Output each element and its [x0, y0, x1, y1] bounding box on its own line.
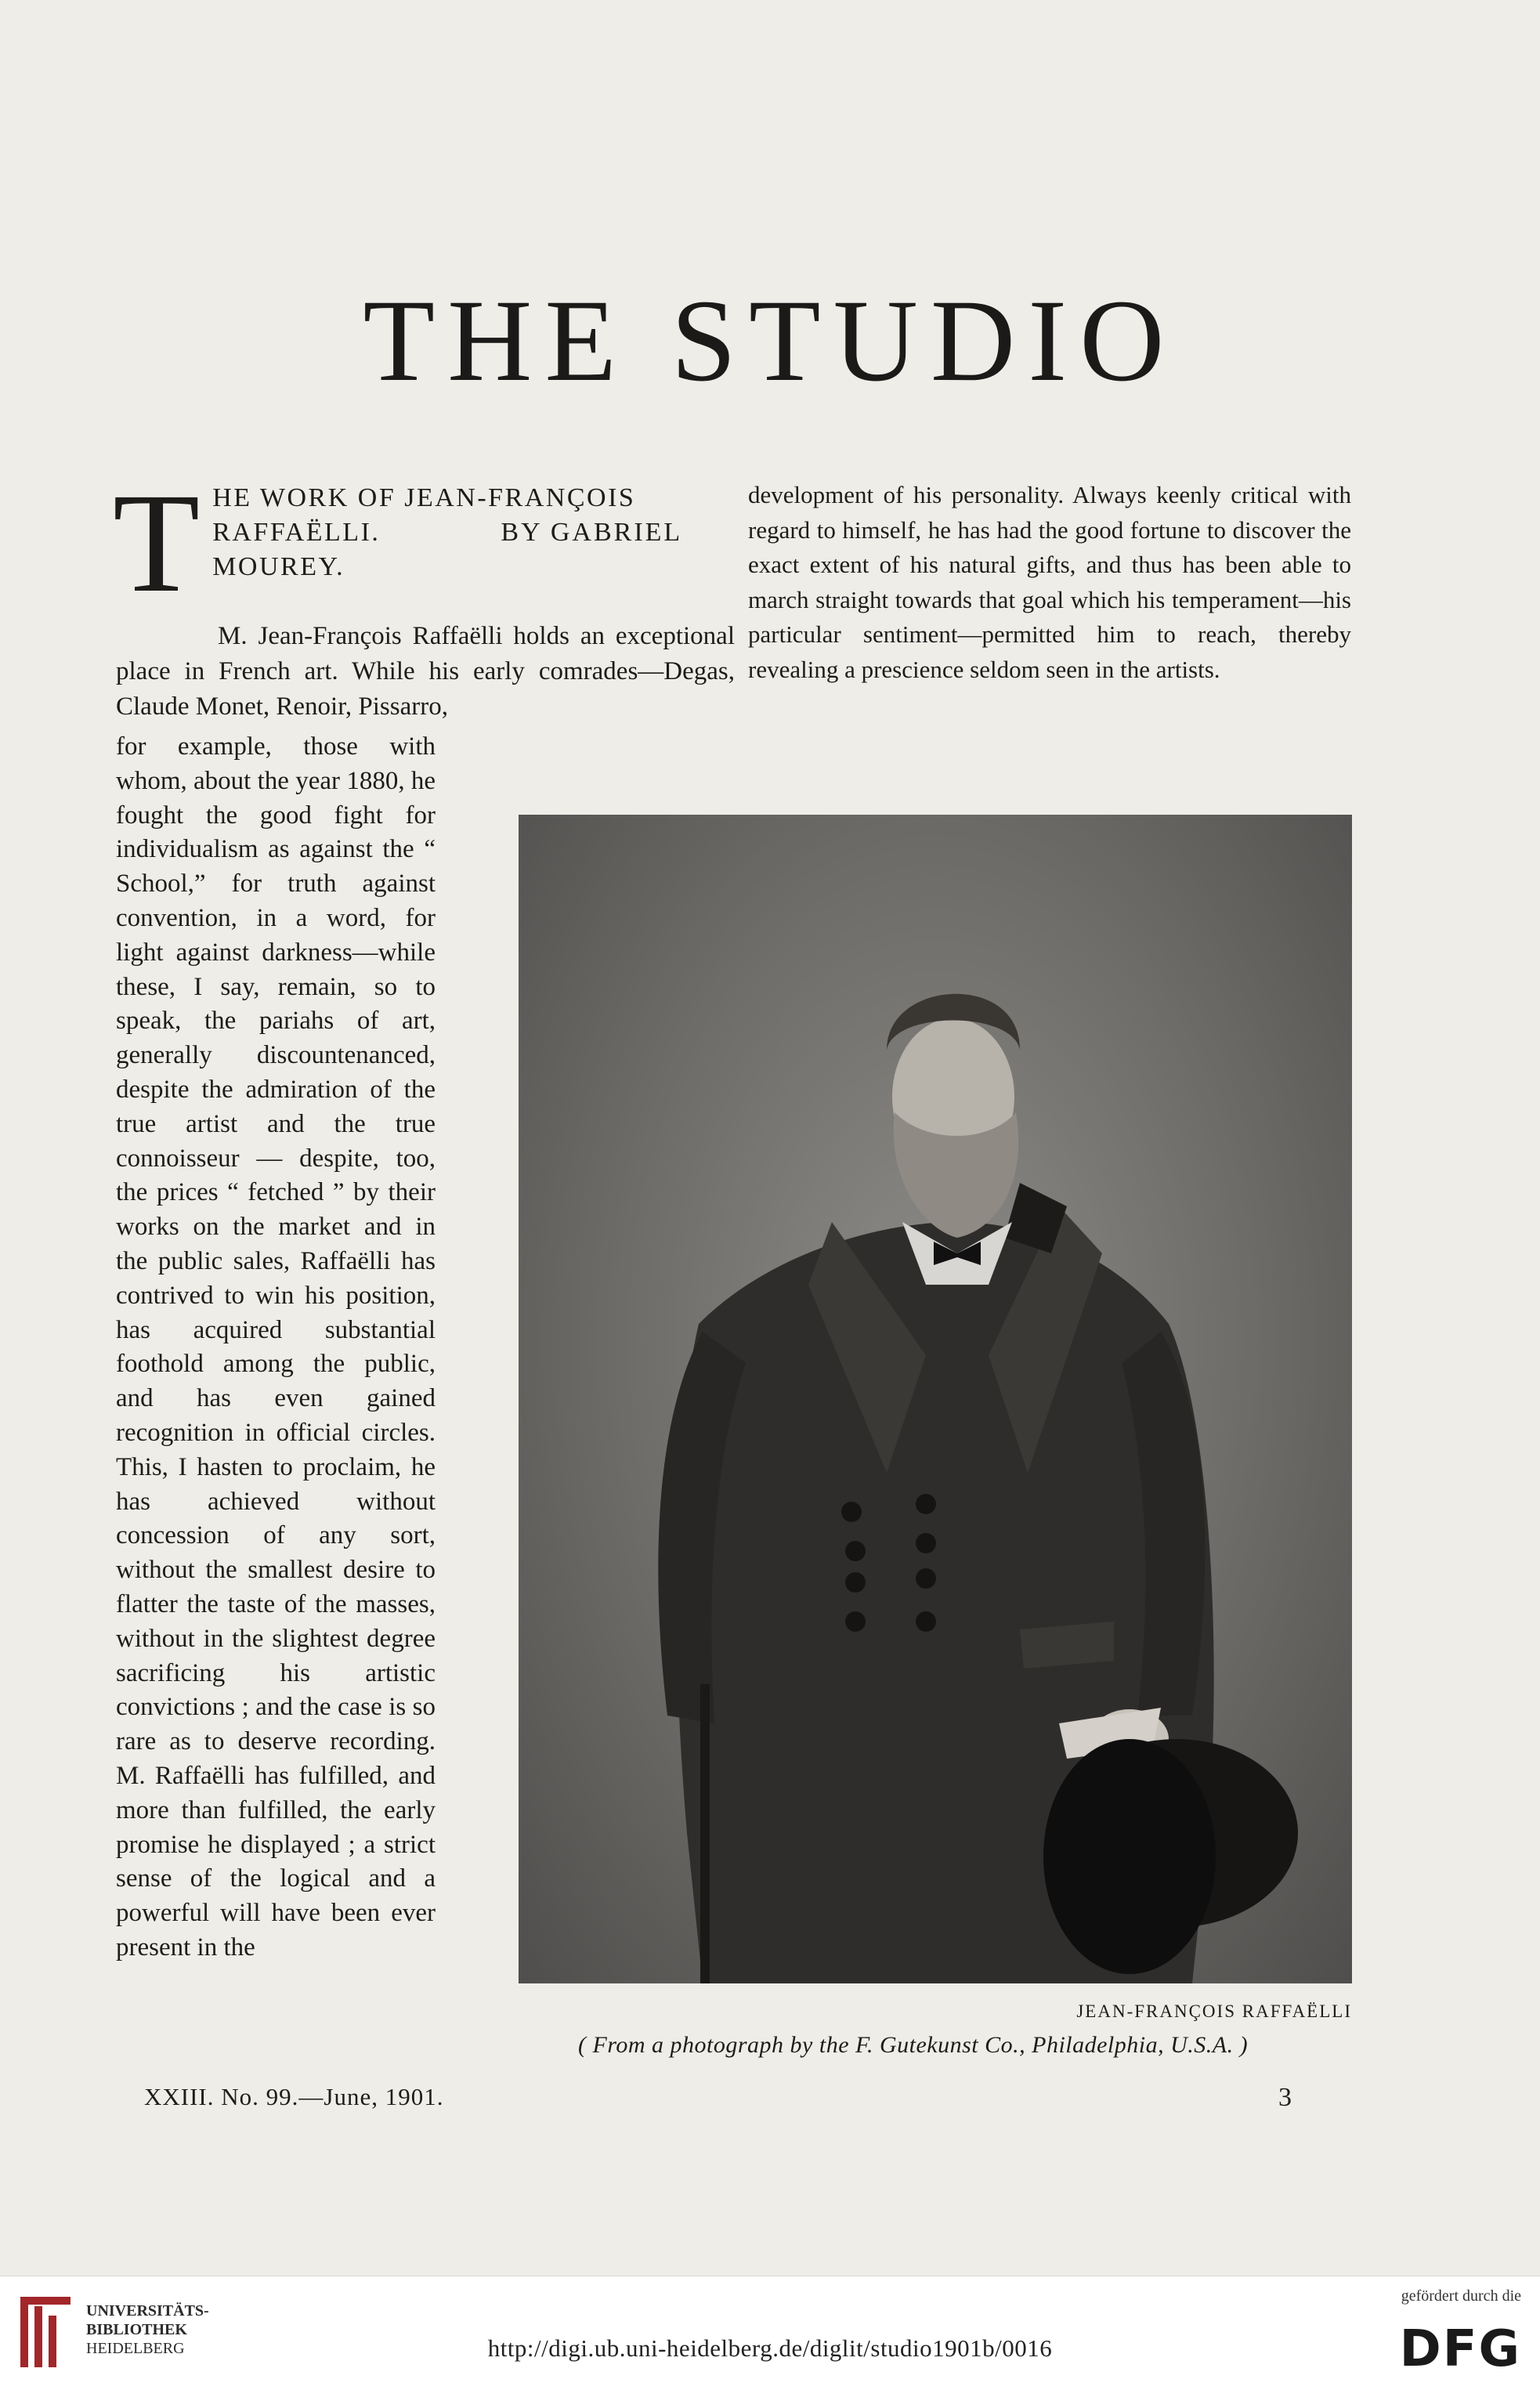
figure-caption-credit: ( From a photograph by the F. Gutekunst Co., Philadelphia, U.S.A. ) [578, 2032, 1249, 2058]
drop-cap: T [113, 465, 201, 622]
article-right-column [748, 478, 1351, 687]
article-body-paragraph: for example, those with whom, about the year 1880, he fought the good fight for individualism as against the “ School,” for truth against convention, in a word, for light against darkness—while these, I say, remain, so to speak, the pariahs of art, generally discountenanced, despite the admiration of the true artist and the true connoisseur — despite, too, the prices “ fetched ” by their works on the market and in the public sales, Raffaëlli has contrived to win his position, has acquired substantial foothold among the public, and has even gained recognition in official circles. This, I hasten to proclaim, he has achieved without concession of any sort, without the smallest desire to flatter the taste of the masses, without in the slightest degree sacrificing his artistic convictions ; and the case is so rare as to deserve recording. M. Raffaëlli has fulfilled, and more than fulfilled, the early promise he displayed ; a strict sense of the logical and a powerful will have been ever present in the [116, 732, 436, 1962]
library-name-line-3: HEIDELBERG [86, 2340, 185, 2357]
headline-line-2 [212, 515, 682, 550]
headline-line-3: MOUREY. [212, 552, 345, 581]
article-right-paragraph: development of his personality. Always keenly critical with regard to himself, he has had the good fortune to discover the exact extent of his natural gifts, and thus has been able to march straight towards that goal which his temperament—his particular sentiment—permitted him to reach, thereby revealing a prescience seldom seen in the artists. [748, 481, 1351, 683]
funding-note: gefördert durch die [1401, 2287, 1521, 2305]
masthead-title: THE STUDIO [363, 276, 1177, 406]
portrait-illustration [519, 815, 1352, 1983]
headline-line-1: HE WORK OF JEAN-FRANÇOIS [212, 483, 636, 512]
article-headline [116, 481, 735, 584]
headline-title-end: RAFFAËLLI. [212, 518, 381, 547]
figure-caption-name: JEAN-FRANÇOIS RAFFAËLLI [1076, 2001, 1352, 2021]
digital-object-url-link[interactable]: http://digi.ub.uni-heidelberg.de/diglit/studio1901b/0016 [487, 2334, 1053, 2362]
article-narrow-column [116, 730, 436, 1965]
portrait-photograph [519, 815, 1352, 1983]
digitization-footer-bar [0, 2276, 1540, 2390]
library-name-line-1: UNIVERSITÄTS- [86, 2302, 209, 2319]
dfg-logo: DFG [1399, 2320, 1521, 2378]
article-intro-paragraph: M. Jean-François Raffaëlli holds an exceptional place in French art. While his early comrades—Degas, Claude Monet, Renoir, Pissarro, [116, 622, 735, 721]
page-number: 3 [1278, 2083, 1292, 2112]
library-name-line-2: BIBLIOTHEK [86, 2321, 187, 2338]
article-left-column [113, 465, 735, 622]
issue-footer-line: XXIII. No. 99.—June, 1901. [144, 2083, 444, 2110]
headline-author-by: BY GABRIEL [501, 518, 683, 547]
